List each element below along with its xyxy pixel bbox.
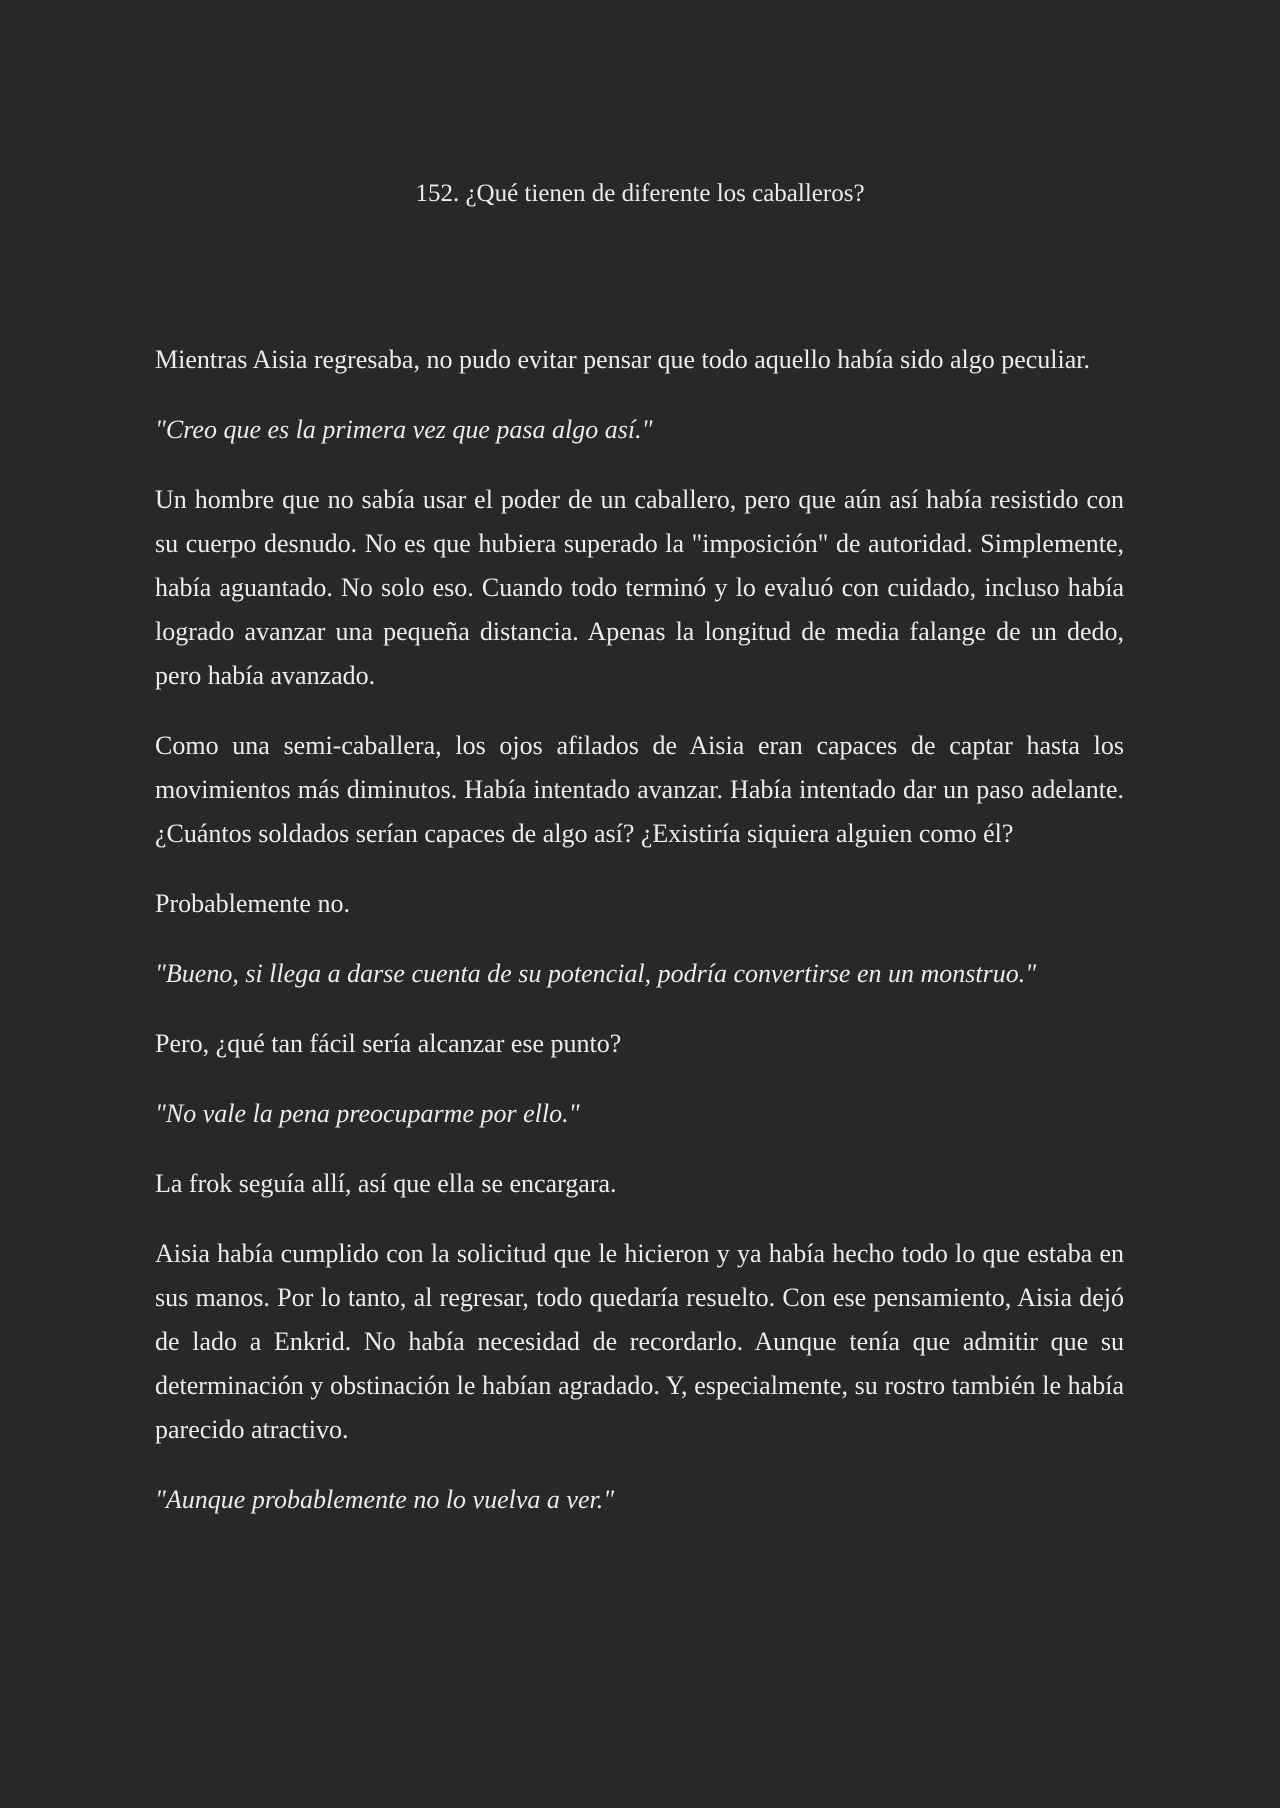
paragraph-thought: "Bueno, si llega a darse cuenta de su potencial, podría convertirse en un monstruo." <box>155 959 1037 988</box>
paragraph-narration: Aisia había cumplido con la solicitud que le hicieron y ya había hecho todo lo que estaba en sus manos. Por lo tanto, al regresar, todo quedaría resuelto. Con ese pensamiento, Aisia dejó de lado a Enkrid. No había necesidad de recordarlo. Aunque tenía que admitir que su determinación y obstinación le habían agradado. Y, especialmente, su rostro también le había parecido atractivo. <box>155 1239 1124 1444</box>
paragraph-thought: "Aunque probablemente no lo vuelva a ver." <box>155 1485 615 1514</box>
paragraph-thought: "Creo que es la primera vez que pasa algo así." <box>155 415 653 444</box>
paragraph-narration: Un hombre que no sabía usar el poder de un caballero, pero que aún así había resistido con su cuerpo desnudo. No es que hubiera superado la "imposición" de autoridad. Simplemente, había aguantado. No solo eso. Cuando todo terminó y lo evaluó con cuidado, incluso había logrado avanzar una pequeña distancia. Apenas la longitud de media falange de un dedo, pero había avanzado. <box>155 485 1124 690</box>
paragraph-narration: Pero, ¿qué tan fácil sería alcanzar ese punto? <box>155 1029 622 1058</box>
paragraph-narration: La frok seguía allí, así que ella se encargara. <box>155 1169 617 1198</box>
paragraph-thought: "No vale la pena preocuparme por ello." <box>155 1099 580 1128</box>
chapter-body <box>155 338 1124 1548</box>
paragraph-narration: Probablemente no. <box>155 889 350 918</box>
paragraph-narration: Mientras Aisia regresaba, no pudo evitar pensar que todo aquello había sido algo peculiar. <box>155 345 1090 374</box>
paragraph-narration: Como una semi-caballera, los ojos afilados de Aisia eran capaces de captar hasta los movimientos más diminutos. Había intentado avanzar. Había intentado dar un paso adelante. ¿Cuántos soldados serían capaces de algo así? ¿Existiría siquiera alguien como él? <box>155 731 1124 848</box>
chapter-title: 152. ¿Qué tienen de diferente los caballeros? <box>415 180 865 207</box>
